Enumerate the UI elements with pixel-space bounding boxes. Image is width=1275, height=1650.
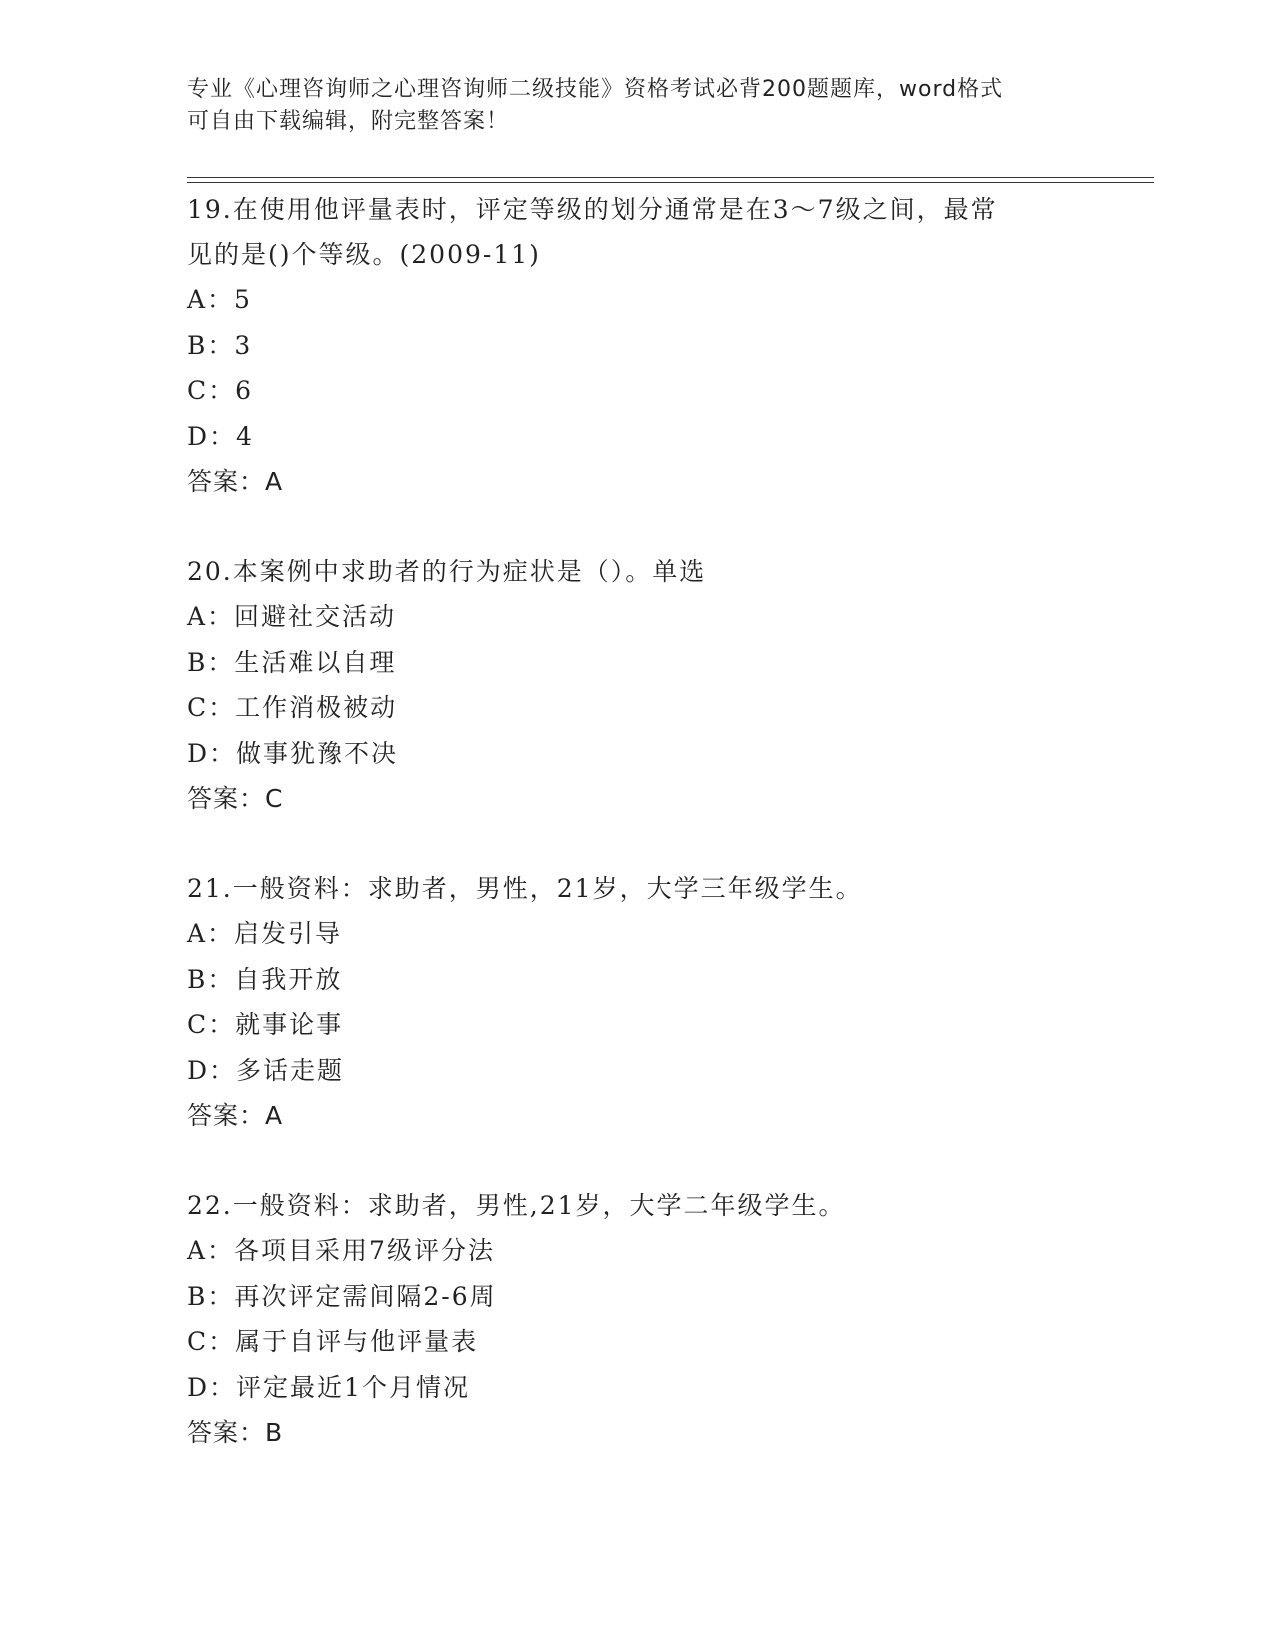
option-c: C：工作消极被动 <box>187 693 398 722</box>
header-divider-thin <box>187 177 1154 178</box>
question-19 <box>187 187 1087 504</box>
answer-line: 答案：A <box>187 467 284 496</box>
option-d: D：多话走题 <box>187 1055 345 1085</box>
question-20 <box>187 549 1087 821</box>
option-a: A：各项目采用7级评分法 <box>187 1236 495 1265</box>
header-line-2: 可自由下载编辑，附完整答案！ <box>187 109 510 134</box>
question-stem-line: 21.一般资料：求助者，男性，21岁，大学三年级学生。 <box>187 874 863 903</box>
option-c: C：6 <box>187 376 254 405</box>
option-b: B：生活难以自理 <box>187 647 397 677</box>
option-b: B：3 <box>187 330 253 360</box>
document-header <box>187 74 1087 138</box>
option-d: D：评定最近1个月情况 <box>187 1372 470 1402</box>
question-list <box>187 187 1087 1455</box>
question-stem-line: 22.一般资料：求助者，男性,21岁，大学二年级学生。 <box>187 1191 846 1220</box>
option-d: D：做事犹豫不决 <box>187 738 399 768</box>
option-c: C：就事论事 <box>187 1010 344 1039</box>
answer-line: 答案：A <box>187 1101 284 1130</box>
header-line-1: 专业《心理咨询师之心理咨询师二级技能》资格考试必背200题题库，word格式 <box>187 77 1004 102</box>
header-divider-thick <box>187 182 1154 183</box>
option-b: B：自我开放 <box>187 964 343 994</box>
question-stem-line: 20.本案例中求助者的行为症状是（）。单选 <box>187 557 707 586</box>
answer-line: 答案：C <box>187 784 284 813</box>
question-spacer <box>187 504 1087 549</box>
answer-line: 答案：B <box>187 1418 284 1447</box>
option-a: A：回避社交活动 <box>187 602 397 631</box>
question-stem-line: 见的是()个等级。(2009-11) <box>187 240 541 269</box>
question-spacer <box>187 1138 1087 1183</box>
question-stem-line: 19.在使用他评量表时，评定等级的划分通常是在3～7级之间，最常 <box>187 195 998 224</box>
option-a: A：5 <box>187 285 252 314</box>
option-c: C：属于自评与他评量表 <box>187 1327 479 1356</box>
option-b: B：再次评定需间隔2-6周 <box>187 1281 497 1311</box>
option-d: D：4 <box>187 421 254 451</box>
option-a: A：启发引导 <box>187 919 343 948</box>
question-spacer <box>187 821 1087 866</box>
question-22 <box>187 1183 1087 1455</box>
question-21 <box>187 866 1087 1138</box>
